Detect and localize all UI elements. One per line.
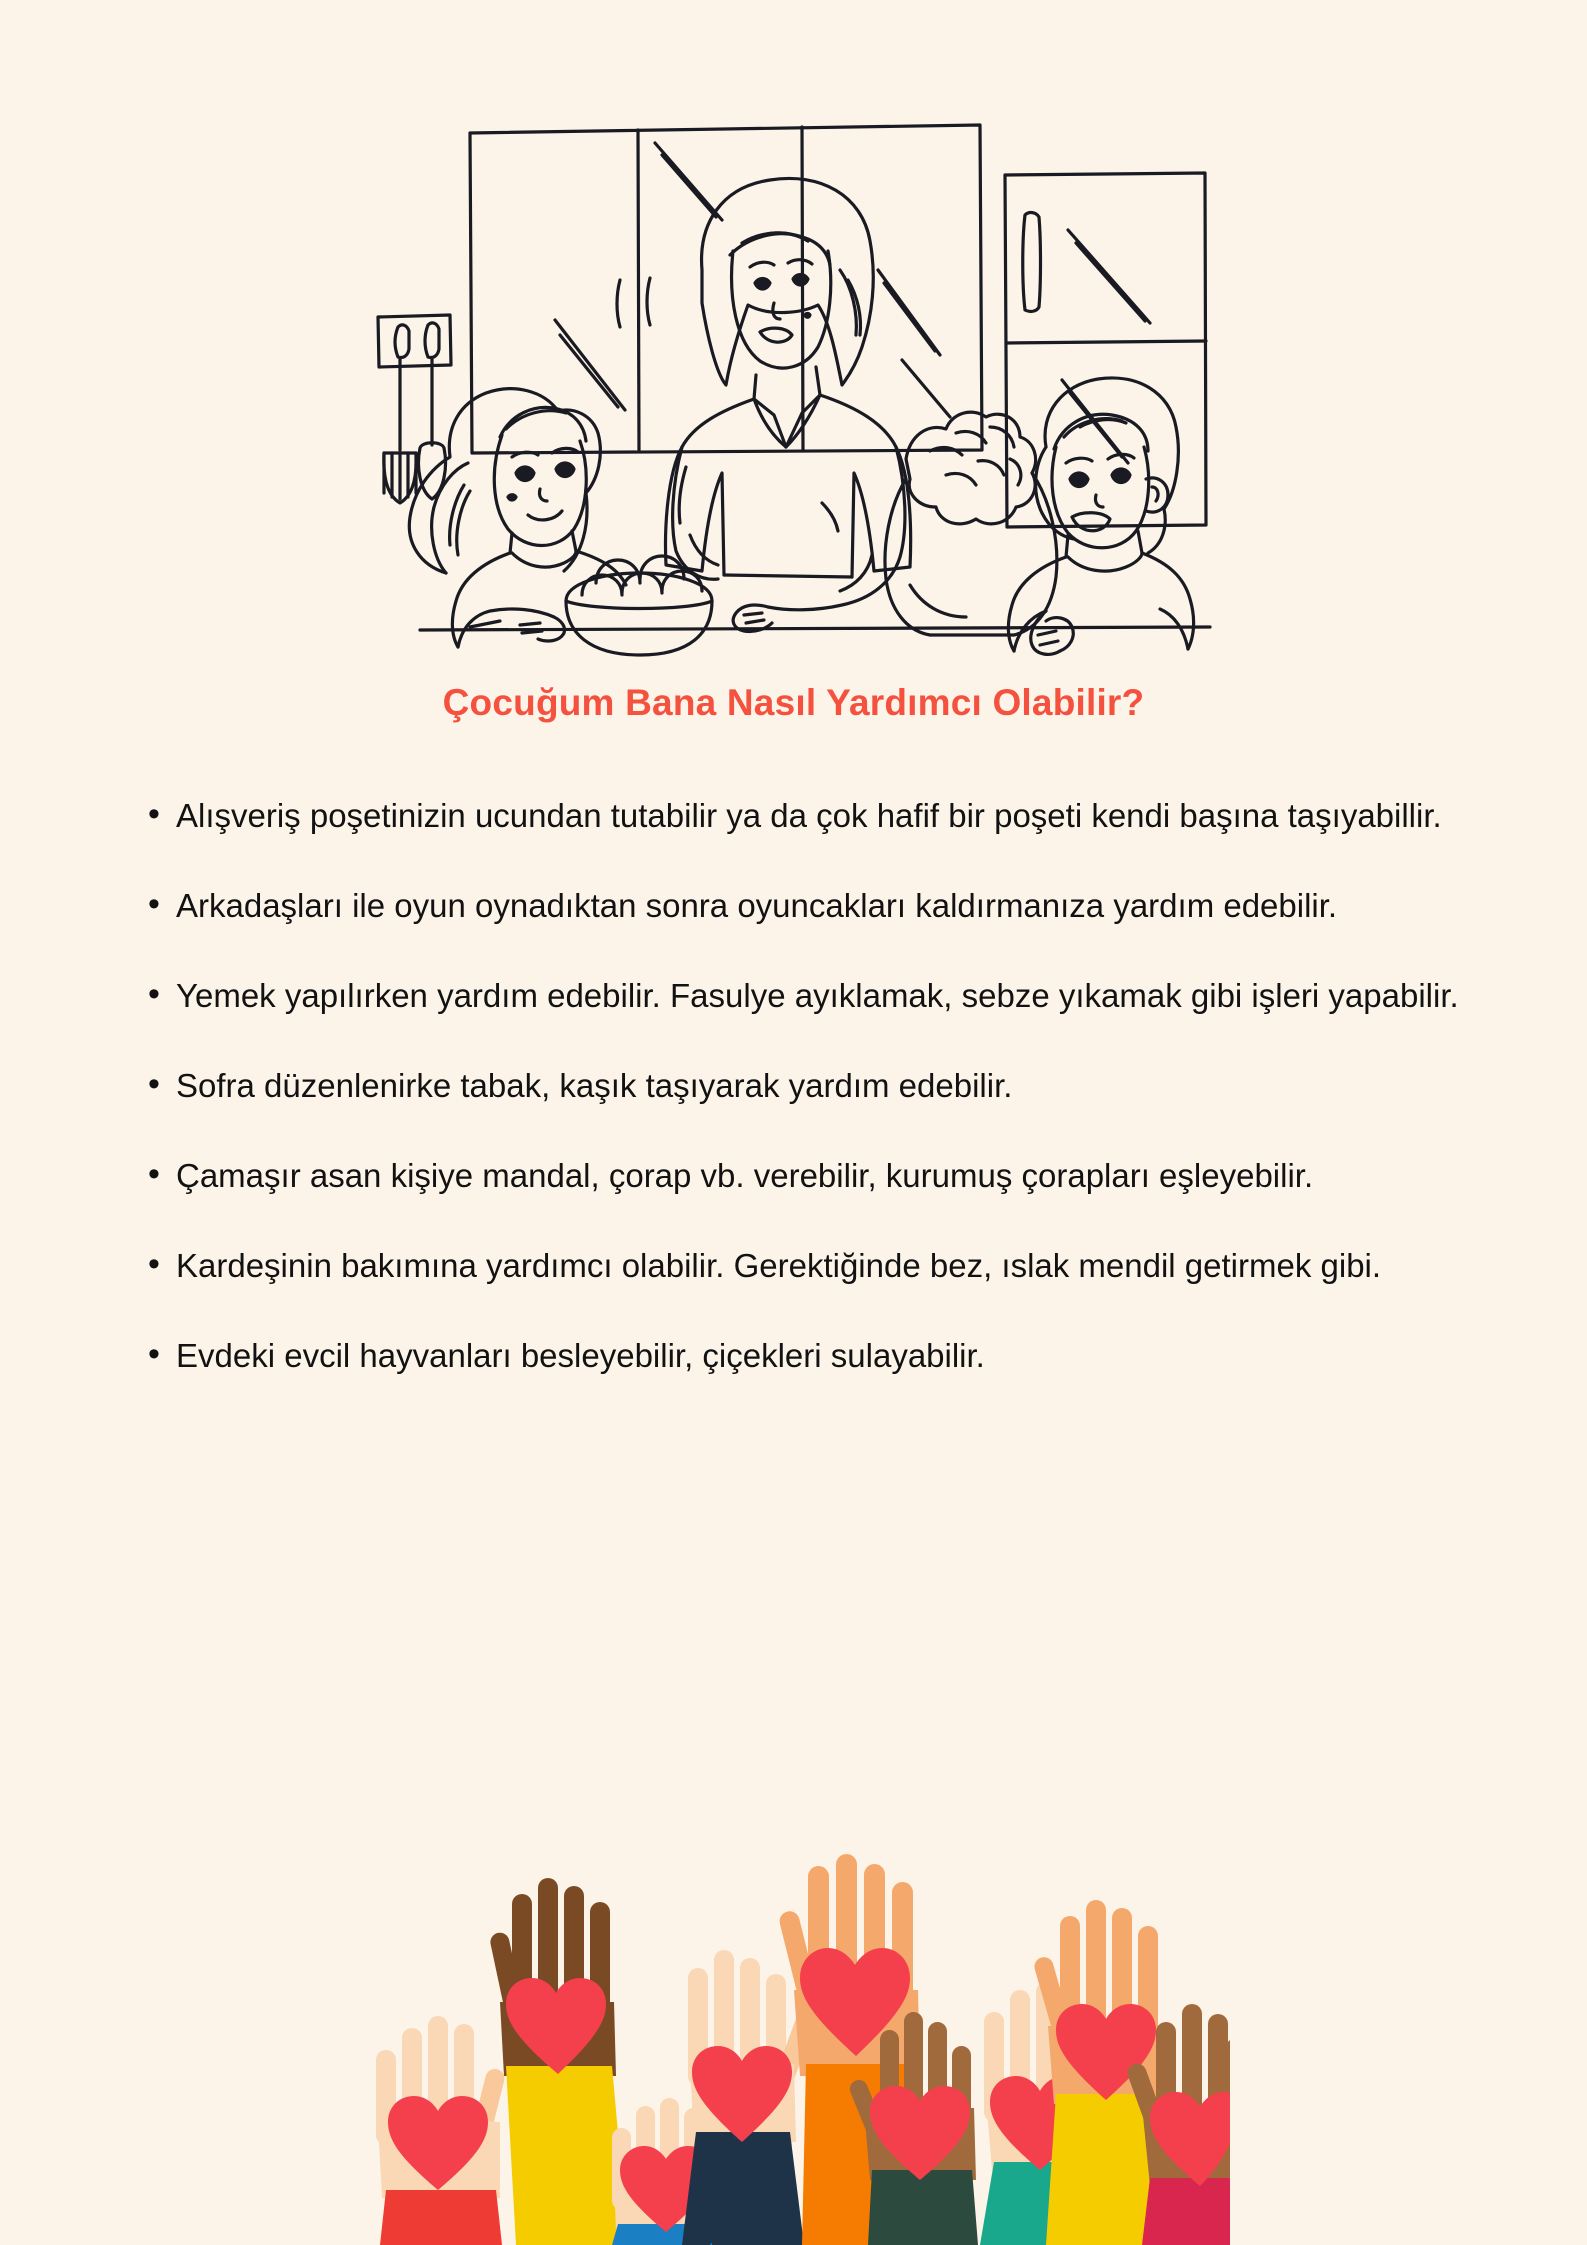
bullet-icon: • bbox=[148, 1335, 160, 1373]
list-item-text: Yemek yapılırken yardım edebilir. Fasulye ayıklamak, sebze yıkamak gibi işleri yapabilir. bbox=[176, 977, 1459, 1014]
list-item bbox=[140, 1330, 1485, 1382]
list-item bbox=[140, 1150, 1485, 1202]
list-item-text: Sofra düzenlenirke tabak, kaşık taşıyarak yardım edebilir. bbox=[176, 1067, 1013, 1104]
bullet-icon: • bbox=[148, 975, 160, 1013]
kitchen-scene-illustration bbox=[350, 55, 1250, 660]
list-item bbox=[140, 970, 1485, 1022]
page-title: Çocuğum Bana Nasıl Yardımcı Olabilir? bbox=[442, 682, 1145, 723]
help-list bbox=[140, 790, 1485, 1420]
list-item bbox=[140, 880, 1485, 932]
list-item bbox=[140, 1060, 1485, 1112]
list-item-text: Alışveriş poşetinizin ucundan tutabilir ya da çok hafif bir poşeti kendi başına taşıyabillir. bbox=[176, 797, 1442, 834]
list-item bbox=[140, 790, 1485, 842]
raised-hands-with-hearts-illustration bbox=[360, 1850, 1230, 2245]
list-item-text: Kardeşinin bakımına yardımcı olabilir. Gerektiğinde bez, ıslak mendil getirmek gibi. bbox=[176, 1247, 1382, 1284]
list-item bbox=[140, 1240, 1485, 1292]
bullet-icon: • bbox=[148, 1065, 160, 1103]
bullet-icon: • bbox=[148, 795, 160, 833]
list-item-text: Arkadaşları ile oyun oynadıktan sonra oyuncakları kaldırmanıza yardım edebilir. bbox=[176, 887, 1338, 924]
bullet-icon: • bbox=[148, 885, 160, 923]
list-item-text: Evdeki evcil hayvanları besleyebilir, çiçekleri sulayabilir. bbox=[176, 1337, 985, 1374]
bullet-icon: • bbox=[148, 1155, 160, 1193]
list-item-text: Çamaşır asan kişiye mandal, çorap vb. verebilir, kurumuş çorapları eşleyebilir. bbox=[176, 1157, 1314, 1194]
bullet-icon: • bbox=[148, 1245, 160, 1283]
